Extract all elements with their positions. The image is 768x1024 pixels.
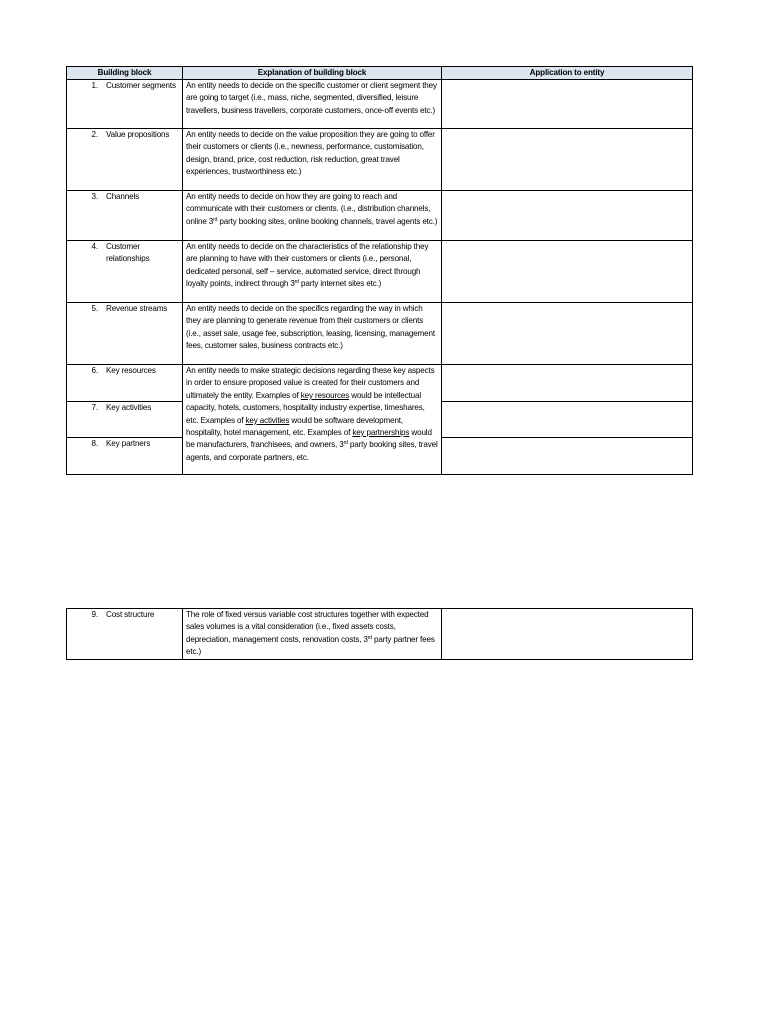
- row-number: 6.: [91, 366, 98, 375]
- application-cell[interactable]: [442, 402, 693, 438]
- building-block-cell: [67, 303, 183, 365]
- application-cell[interactable]: [442, 191, 693, 241]
- building-block-cell: [67, 609, 183, 660]
- building-block-label: Key partners: [106, 439, 151, 448]
- table-row: [67, 129, 693, 191]
- row-number: 7.: [91, 403, 98, 412]
- application-cell[interactable]: [442, 303, 693, 365]
- explanation-cell: An entity needs to decide on the specific customer or client segment they are going to target (i.e., mass, niche, segmented, diversified, leisure travellers, business travellers, corporate customers, once-off events etc.): [183, 80, 442, 129]
- building-block-label: Revenue streams: [106, 304, 168, 313]
- application-cell[interactable]: [442, 365, 693, 402]
- building-block-label: Channels: [106, 192, 139, 201]
- header-row: [67, 67, 693, 80]
- table-row: [67, 609, 693, 660]
- explanation-cell: An entity needs to decide on how they are going to reach and communicate with their customers or clients. (i.e., distribution channels, online 3rd party booking sites, online booking channels, travel agents etc.): [183, 191, 442, 241]
- application-cell[interactable]: [442, 129, 693, 191]
- building-block-label: Key resources: [106, 366, 156, 375]
- row-number: 9.: [91, 610, 98, 619]
- explanation-cell: An entity needs to decide on the characteristics of the relationship they are planning to have with their customers or clients (i.e., personal, dedicated personal, self – service, automated service, direct through loyalty points, indirect through 3rd party internet sites etc.): [183, 241, 442, 303]
- explanation-cell: An entity needs to decide on the specifics regarding the way in which they are planning to generate revenue from their customers or clients (i.e., asset sale, usage fee, subscription, leasing, licensing, management fees, customer sales, business contracts etc.): [183, 303, 442, 365]
- building-block-cell: [67, 80, 183, 129]
- row-number: 2.: [91, 130, 98, 139]
- row-number: 4.: [91, 242, 98, 251]
- building-block-cell: [67, 438, 183, 475]
- application-cell[interactable]: [442, 241, 693, 303]
- building-block-cell: [67, 402, 183, 438]
- table-row: [67, 303, 693, 365]
- row-number: 8.: [91, 439, 98, 448]
- explanation-cell: An entity needs to decide on the value proposition they are going to offer their customers or clients (i.e., newness, performance, customisation, design, brand, price, cost reduction, risk reduction, great travel experiences, trustworthiness etc.): [183, 129, 442, 191]
- explanation-cell: The role of fixed versus variable cost structures together with expected sales volumes is a vital consideration (i.e., fixed assets costs, depreciation, management costs, renovation costs, 3rd party partner fees etc.): [183, 609, 442, 660]
- building-block-label: Cost structure: [106, 610, 155, 619]
- application-cell[interactable]: [442, 609, 693, 660]
- header-building-block: Building block: [67, 67, 183, 80]
- application-cell[interactable]: [442, 80, 693, 129]
- header-application: Application to entity: [442, 67, 693, 80]
- business-model-table: [66, 66, 693, 475]
- application-cell[interactable]: [442, 438, 693, 475]
- table-row: [67, 80, 693, 129]
- building-block-label: Key activities: [106, 403, 152, 412]
- building-block-cell: [67, 365, 183, 402]
- underlined-term: key partnerships: [352, 428, 410, 438]
- building-block-cell: [67, 241, 183, 303]
- row-number: 5.: [91, 304, 98, 313]
- table-row: [67, 365, 693, 402]
- building-block-cell: [67, 191, 183, 241]
- underlined-term: key resources: [300, 390, 350, 400]
- underlined-term: key activities: [245, 415, 290, 425]
- building-block-label: Customer segments: [106, 81, 176, 90]
- building-block-label: Value propositions: [106, 130, 170, 139]
- row-number: 1.: [91, 81, 98, 90]
- cost-structure-table: [66, 608, 693, 660]
- header-explanation: Explanation of building block: [183, 67, 442, 80]
- building-block-cell: [67, 129, 183, 191]
- row-number: 3.: [91, 192, 98, 201]
- table-row: [67, 191, 693, 241]
- merged-explanation-cell: An entity needs to make strategic decisions regarding these key aspects in order to ensure proposed value is created for their customers and ultimately the entity. Examples of key resources would be intellectual capacity, hotels, customers, hospitality industry expertise, timeshares, etc. Examples of key activities would be software development, hospitality, hotel management, etc. Examples of key partnerships would be manufacturers, franchisees, and owners, 3rd party booking sites, travel agents, and corporate partners, etc.: [183, 365, 442, 475]
- table-row: [67, 241, 693, 303]
- building-block-label: Customer relationships: [106, 242, 150, 264]
